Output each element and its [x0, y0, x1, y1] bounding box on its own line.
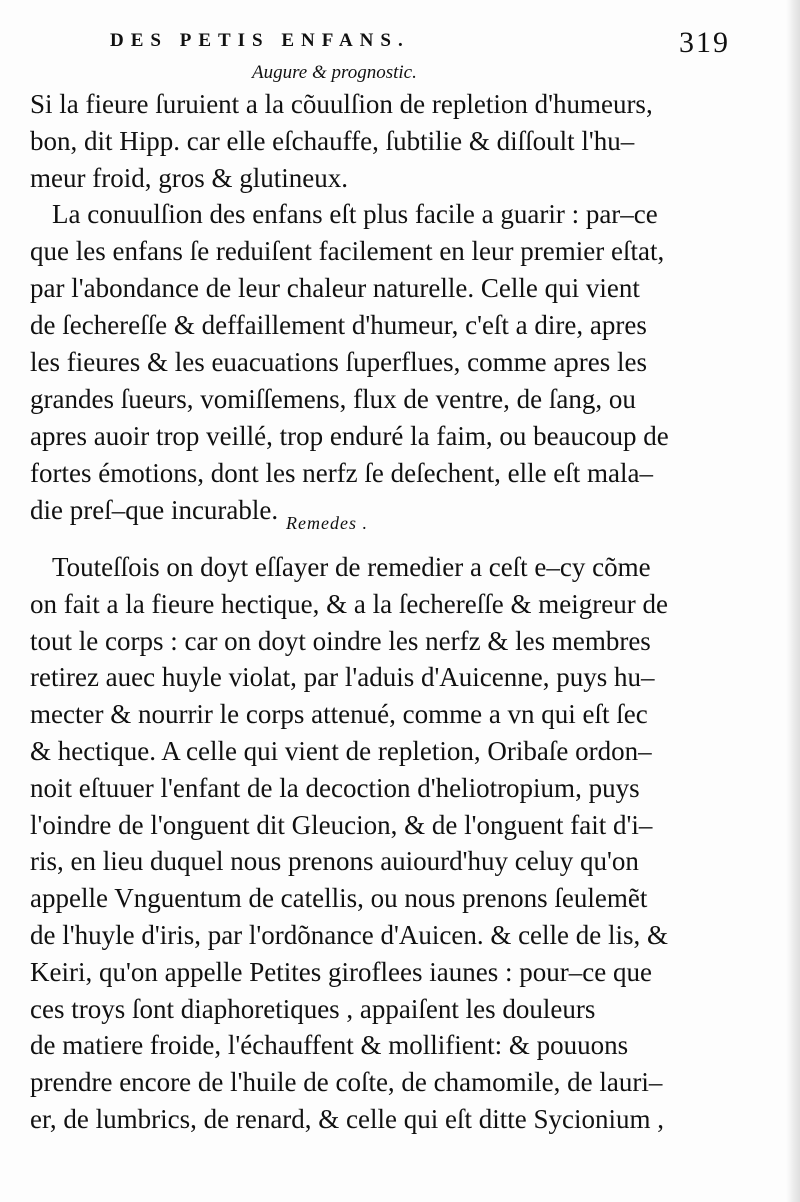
paragraph-convulsion — [30, 196, 730, 529]
text-line: ris, en lieu duquel nous prenons auiourd'huy celuy qu'on — [30, 846, 639, 877]
text-line: grandes ſueurs, vomiſſemens, flux de ventre, de ſang, ou — [30, 384, 636, 414]
text-line: de l'huyle d'iris, par l'ordõnance d'Auicen. & celle de lis, & — [30, 919, 669, 950]
text-line: retirez auec huyle violat, par l'aduis d'Auicenne, puys hu– — [30, 662, 655, 693]
text-line: ces troys ſont diaphoretiques , appaiſent les douleurs — [30, 993, 596, 1024]
text-line: les fieures & les euacuations ſuperflues, comme apres les — [30, 347, 648, 377]
section-heading: Augure & prognostic. — [252, 62, 417, 83]
text-line: Si la fieure ſuruient a la cõuulſion de repletion d'humeurs, — [30, 89, 653, 119]
text-line: Keiri, qu'on appelle Petites giroflees iaunes : pour–ce que — [30, 956, 652, 987]
text-line: & hectique. A celle qui vient de repletion, Oribaſe ordon– — [30, 735, 652, 766]
page-edge-shadow — [786, 0, 800, 1202]
text-line: fortes émotions, dont les nerfz ſe deſechent, elle eſt mala– — [30, 458, 654, 488]
text-line: noit eſtuuer l'enfant de la decoction d'heliotropium, puys — [30, 772, 640, 803]
text-line: de matiere froide, l'échauffent & mollifient: & pouuons — [30, 1030, 629, 1061]
text-line: par l'abondance de leur chaleur naturelle. Celle qui vient — [30, 273, 640, 303]
page-number: 319 — [679, 26, 730, 59]
text-line: er, de lumbrics, de renard, & celle qui eſt ditte Sycionium , — [30, 1103, 664, 1134]
paragraph-remedies — [30, 549, 730, 1138]
text-line: bon, dit Hipp. car elle eſchauffe, ſubtilie & diſſoult l'hu– — [30, 126, 635, 156]
text-line: die preſ–que incurable. — [30, 495, 279, 525]
running-title: DES PETIS ENFANS. — [110, 30, 410, 51]
text-line: appelle Vnguentum de catellis, ou nous prenons ſeulemẽt — [30, 883, 648, 914]
text-line: apres auoir trop veillé, trop enduré la faim, ou beaucoup de — [30, 421, 669, 451]
text-line: que les enfans ſe reduiſent facilement en leur premier eſtat, — [30, 236, 665, 266]
running-head — [110, 26, 730, 60]
paragraph-prognostic — [30, 86, 730, 197]
text-line: on fait a la fieure hectique, & a la ſechereſſe & meigreur de — [30, 588, 668, 619]
text-line: meur froid, gros & glutineux. — [30, 163, 348, 193]
text-line: La conuulſion des enfans eſt plus facile a guarir : par–ce — [52, 199, 658, 229]
text-line: tout le corps : car on doyt oindre les nerfz & les membres — [30, 625, 651, 656]
text-line: de ſechereſſe & deffaillement d'humeur, c'eſt a dire, apres — [30, 310, 647, 340]
text-line: prendre encore de l'huile de coſte, de chamomile, de lauri– — [30, 1067, 663, 1098]
text-line: Touteſſois on doyt eſſayer de remedier a ceſt e–cy cõme — [52, 552, 651, 582]
remedes-heading: Remedes . — [286, 513, 368, 533]
text-line: mecter & nourrir le corps attenué, comme a vn qui eſt ſec — [30, 699, 648, 730]
text-line: l'oindre de l'onguent dit Gleucion, & de l'onguent fait d'i– — [30, 809, 653, 840]
